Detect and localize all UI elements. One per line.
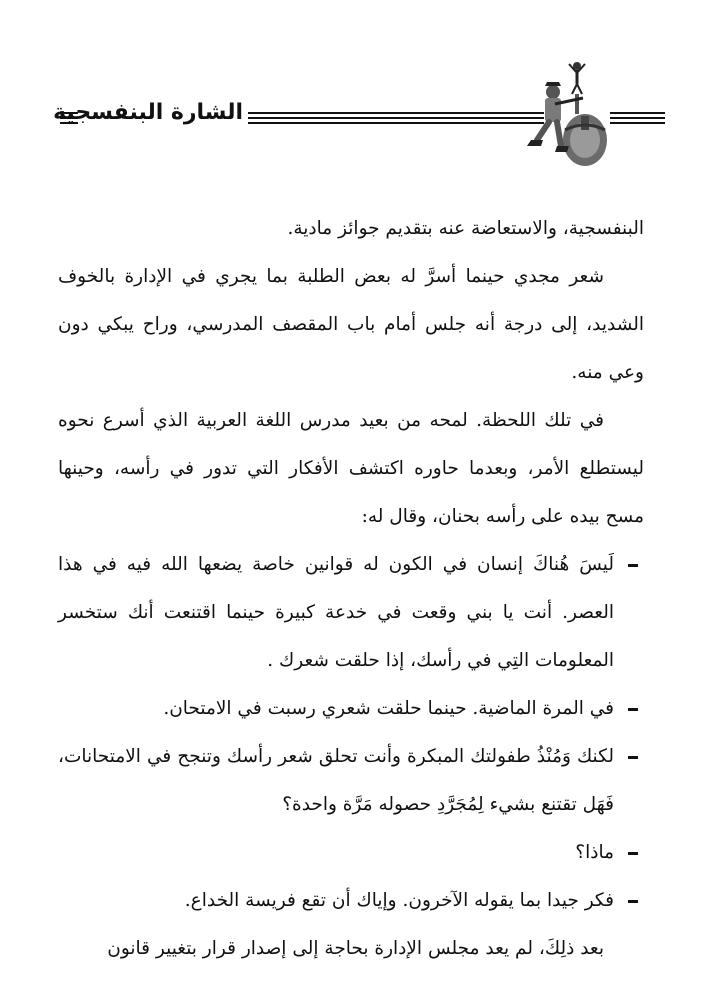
dialog-line: فكر جيدا بما يقوله الآخرون. وإياك أن تقع فريسة الخداع. <box>58 877 644 925</box>
page-header <box>50 60 665 170</box>
dialog-line: في المرة الماضية. حينما حلقت شعري رسبت في الامتحان. <box>58 685 644 733</box>
paragraph-majdi-fear: شعر مجدي حينما أسرَّ له بعض الطلبة بما يجري في الإدارة بالخوف الشديد، إلى درجة أنه جلس أمام باب المقصف المدرسي، وراح يبكي دون وعي منه. <box>58 266 644 383</box>
dialog-line: ماذا؟ <box>58 829 644 877</box>
dialog-line: لكنك وَمُنْذُ طفولتك المبكرة وأنت تحلق شعر رأسك وتنجح في الامتحانات، فَهَل تقتنع بشيء لِمُجَرَّدِ حصوله مَرَّة واحدة؟ <box>58 733 644 829</box>
header-rule-middle <box>248 112 544 124</box>
dialog-list <box>58 541 644 925</box>
paragraph-conclusion: بعد ذلِكَ، لم يعد مجلس الإدارة بحاجة إلى إصدار قرار بتغيير قانون <box>107 938 604 959</box>
header-title: الشارة البنفسجية <box>53 100 243 125</box>
soldier-cannon-mascot-icon <box>515 60 610 170</box>
paragraph-continuation: البنفسجية، والاستعاضة عنه بتقديم جوائز مادية. <box>287 218 644 239</box>
header-rule-right <box>610 112 665 124</box>
dialog-line: لَيسَ هُناكَ إنسان في الكون له قوانين خاصة يضعها الله فيه في هذا العصر. أنت يا بني وقعت في خدعة كبيرة حينما اقتنعت أنك ستخسر المعلومات التِي في رأسك، إذا حلقت شعرك . <box>58 541 644 685</box>
page-body <box>58 205 644 973</box>
paragraph-teacher: في تلك اللحظة. لمحه من بعيد مدرس اللغة العربية الذي أسرع نحوه ليستطلع الأمر، وبعدما حاوره اكتشف الأفكار التي تدور في رأسه، وحينها مسح بيده على رأسه بحنان، وقال له: <box>58 410 644 527</box>
